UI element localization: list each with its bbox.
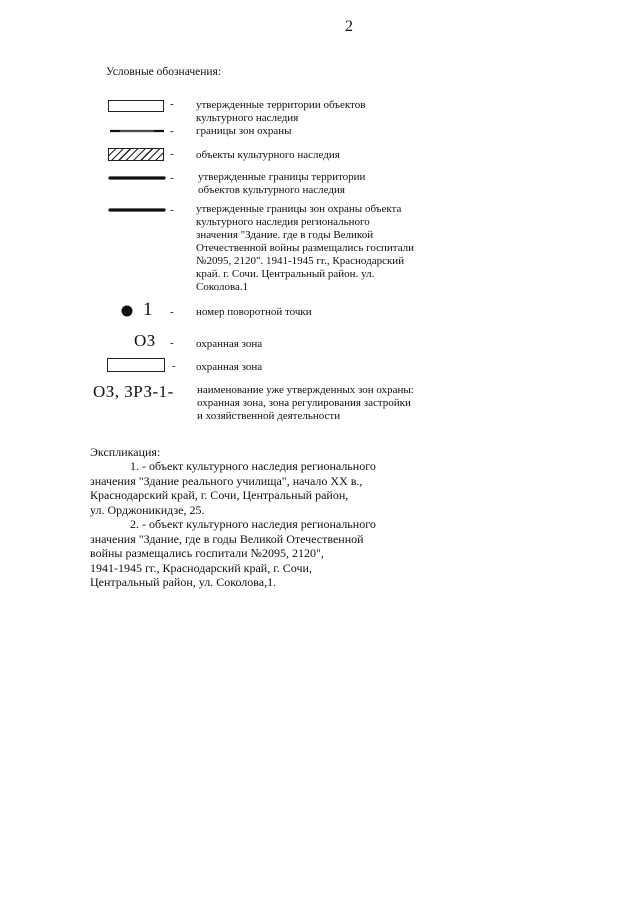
explication-item: 2. - объект культурного наследия регионального значения "Здание, где в годы Великой Отечественной войны размещались госпитали №2095, 2120", 1941-1945 гг., Краснодарский край, г. Сочи, Центральный район, ул. Соколова,1.: [90, 517, 376, 590]
legend-dash: -: [172, 360, 176, 372]
zone-label-oz-zrz: ОЗ, ЗРЗ-1-: [93, 382, 174, 401]
legend-dash: -: [170, 148, 174, 160]
legend-item-text: утвержденные границы территории объектов культурного наследия: [198, 171, 366, 196]
legend-item-text: наименование уже утвержденных зон охраны: охранная зона, зона регулирования застройки и хозяйственной деятельности: [197, 384, 414, 422]
legend-item-text: утвержденные территории объектов культурного наследия: [196, 99, 366, 124]
legend-symbol-approved-zone-boundary: [108, 206, 166, 214]
legend-item-text: утвержденные границы зон охраны объекта культурного наследия регионального значения "Здание. где в годы Великой Отечественной войны размещались госпитали №2095, 2120". 1941-1945 гг., Краснодарский край. г. Сочи. Центральный район. ул. Соколова.1: [196, 203, 415, 293]
legend-title: Условные обозначения:: [106, 66, 222, 78]
legend-item-text: охранная зона: [196, 338, 263, 350]
legend-dash: -: [170, 306, 174, 318]
legend-symbol-territory-boundary: [108, 174, 166, 182]
legend-dash: -: [170, 98, 174, 110]
legend-symbol-heritage-hatched: [108, 148, 164, 161]
legend-symbol-zone-boundary: [108, 127, 166, 135]
explication-title: Экспликация:: [90, 445, 161, 459]
zone-label-oz: ОЗ: [134, 331, 156, 350]
legend-item-text: объекты культурного наследия: [196, 149, 340, 161]
legend-dash: -: [170, 172, 174, 184]
turning-point-number: 1: [143, 299, 153, 320]
legend-dash: -: [170, 204, 174, 216]
legend-dash: -: [170, 337, 174, 349]
legend-item-text: охранная зона: [196, 361, 263, 373]
legend-item-text: границы зон охраны: [196, 125, 292, 137]
page-number: 2: [345, 18, 353, 35]
legend-symbol-territory-box: [108, 100, 164, 112]
legend-item-text: номер поворотной точки: [196, 306, 312, 318]
turning-point-dot-icon: [120, 304, 134, 318]
explication-item: 1. - объект культурного наследия регионального значения "Здание реального училища", начало XX в., Краснодарский край, г. Сочи, Центральный район, ул. Орджоникидзе, 25.: [90, 459, 376, 517]
legend-dash: -: [170, 125, 174, 137]
legend-symbol-protective-zone-box: [107, 358, 165, 372]
